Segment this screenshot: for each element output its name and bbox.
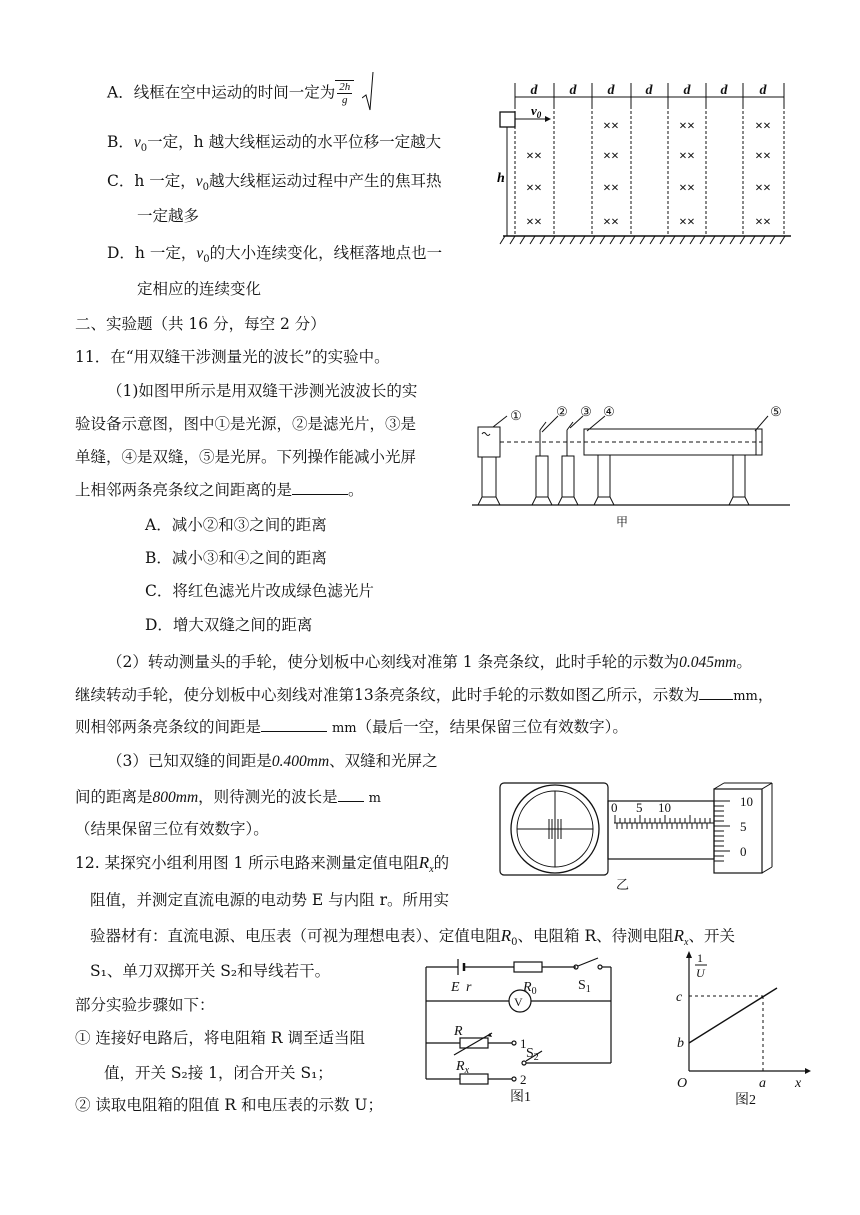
svg-text:××: ×× xyxy=(603,149,619,164)
double-slit-apparatus-figure xyxy=(470,400,800,532)
q12-line3: 验器材有：直流电源、电压表（可视为理想电表）、定值电阻$R_0$、电阻箱 R、待测电阻$R_x$、开关 xyxy=(90,926,735,949)
svg-text:O: O xyxy=(677,1076,688,1091)
svg-text:××: ×× xyxy=(526,181,542,196)
q11-p1-line4: 上相邻两条亮条纹之间距离的是 。 xyxy=(75,481,364,499)
q11-p3-line1: （3）已知双缝的间距是0.400mm、双缝和光屏之 xyxy=(107,752,438,770)
svg-text:××: ×× xyxy=(679,215,695,230)
svg-text:10: 10 xyxy=(658,800,671,815)
svg-text:××: ×× xyxy=(603,181,619,196)
q11-option-c: C．将红色滤光片改成绿色滤光片 xyxy=(145,582,374,600)
svg-text:U: U xyxy=(696,966,705,980)
q10-option-c: C．h 一定，$v_0$越大线框运动过程中产生的焦耳热 xyxy=(107,172,442,194)
svg-text:××: ×× xyxy=(603,119,619,134)
velocity-label: $v_0$ xyxy=(531,103,542,120)
svg-text:a: a xyxy=(759,1076,766,1091)
svg-text:5: 5 xyxy=(636,800,643,815)
svg-text:××: ×× xyxy=(755,181,771,196)
svg-text:S1: $S_1$ xyxy=(578,978,591,995)
q11-p3-line3: （结果保留三位有效数字）。 xyxy=(75,820,269,838)
light-source xyxy=(478,427,500,457)
svg-text:b: b xyxy=(677,1036,684,1051)
section-heading: 二、实验题（共 16 分，每空 2 分） xyxy=(75,315,326,333)
q11-option-a: A．减小②和③之间的距离 xyxy=(145,516,327,534)
q11-option-d: D．增大双缝之间的距离 xyxy=(145,616,313,634)
svg-text:R0: $R_0$ xyxy=(523,980,537,997)
svg-text:5: 5 xyxy=(740,819,747,834)
answer-blank[interactable] xyxy=(338,801,364,802)
svg-text:××: ×× xyxy=(755,149,771,164)
width-label-d: d xyxy=(720,83,728,98)
svg-text:××: ×× xyxy=(526,215,542,230)
svg-text:Rx: $R_x$ xyxy=(456,1059,470,1076)
svg-text:r: r xyxy=(466,980,472,995)
svg-text:××: ×× xyxy=(526,149,542,164)
q11-p2-line2: 继续转动手轮，使分划板中心刻线对准第13条亮条纹，此时手轮的示数如图乙所示，示数为 mm， xyxy=(75,686,774,704)
svg-text:②: ② xyxy=(556,404,568,419)
q12-step2: ② 读取电阻箱的阻值 R 和电压表的示数 U； xyxy=(75,1096,383,1114)
resistor-r0 xyxy=(514,962,542,972)
q11-stem: 11．在“用双缝干涉测量光的波长”的实验中。 xyxy=(75,348,390,366)
svg-text:E: E xyxy=(451,980,460,995)
svg-text:××: ×× xyxy=(679,181,695,196)
svg-text:0: 0 xyxy=(740,844,747,859)
svg-text:××: ×× xyxy=(755,119,771,134)
q12-line5: 部分实验步骤如下： xyxy=(75,996,215,1014)
magnetic-field-figure xyxy=(493,78,793,248)
sqrt-expression: $\frac{2h}{g}$ xyxy=(335,80,354,106)
svg-text:10: 10 xyxy=(740,794,753,809)
width-label-d: d xyxy=(569,83,577,98)
q10-option-b: B．$v_0$一定，h 越大线框运动的水平位移一定越大 xyxy=(107,133,442,155)
svg-text:2: 2 xyxy=(520,1072,527,1087)
q11-p2-line3: 则相邻两条亮条纹的间距是 mm（最后一空，结果保留三位有效数字）。 xyxy=(75,718,628,736)
q11-p1-line1: （1)如图甲所示是用双缝干涉测光波波长的实 xyxy=(107,382,418,400)
wire-frame xyxy=(500,112,515,127)
width-label-d: d xyxy=(683,83,691,98)
sqrt-sign xyxy=(362,70,374,114)
answer-blank[interactable] xyxy=(261,731,327,732)
svg-text:××: ×× xyxy=(679,149,695,164)
figure-caption: 图1 xyxy=(510,1090,531,1105)
q12-line4: S₁、单刀双掷开关 S₂和导线若干。 xyxy=(90,962,331,980)
q10-option-d: D．h 一定，$v_0$的大小连续变化，线框落地点也一 xyxy=(107,244,443,266)
q11-p2-line1: （2）转动测量头的手轮，使分划板中心刻线对准第 1 条亮条纹，此时手轮的示数为0.045mm。 xyxy=(107,653,752,671)
svg-text:c: c xyxy=(676,990,683,1005)
q12-step1-line2: 值，开关 S₂接 1，闭合开关 S₁； xyxy=(104,1064,333,1082)
height-label: h xyxy=(497,171,505,186)
svg-text:⑤: ⑤ xyxy=(770,404,782,419)
micrometer-figure xyxy=(498,781,773,891)
q10-option-d-line2: 定相应的连续变化 xyxy=(137,280,262,298)
svg-text:④: ④ xyxy=(603,404,615,419)
svg-text:R: R xyxy=(454,1024,463,1039)
q11-p1-line3: 单缝，④是双缝，⑤是光屏。下列操作能减小光屏 xyxy=(75,448,417,466)
svg-text:××: ×× xyxy=(603,215,619,230)
q12-step1: ① 连接好电路后，将电阻箱 R 调至适当阻 xyxy=(75,1029,365,1047)
svg-text:S2: $S_2$ xyxy=(526,1046,539,1063)
q11-p3-line2: 间的距离是800mm，则待测光的波长是 m xyxy=(75,788,381,806)
answer-blank[interactable] xyxy=(292,494,348,495)
svg-text:1: 1 xyxy=(697,951,703,965)
svg-text:V: V xyxy=(514,995,523,1009)
figure-caption: 甲 xyxy=(616,515,629,529)
figure-caption: 乙 xyxy=(616,877,630,891)
answer-blank[interactable] xyxy=(699,699,733,700)
q11-option-b: B．减小③和④之间的距离 xyxy=(145,549,327,567)
q10-option-a: A．线框在空中运动的时间一定为 $\frac{2h}{g}$ xyxy=(107,80,354,106)
width-label-d: d xyxy=(645,83,653,98)
width-label-d: d xyxy=(759,83,767,98)
svg-text:①: ① xyxy=(510,408,522,423)
svg-text:③: ③ xyxy=(580,404,592,419)
svg-text:0: 0 xyxy=(611,800,618,815)
svg-text:x: x xyxy=(795,1076,802,1091)
figure-caption: 图2 xyxy=(735,1093,756,1108)
svg-text:××: ×× xyxy=(755,215,771,230)
svg-text:××: ×× xyxy=(679,119,695,134)
q10-option-c-line2: 一定越多 xyxy=(137,207,200,225)
q11-p1-line2: 验设备示意图，图中①是光源，②是滤光片，③是 xyxy=(75,415,417,433)
linear-graph xyxy=(675,950,815,1110)
q12-line1: 12. 某探究小组利用图 1 所示电路来测量定值电阻$R_x$的 xyxy=(75,853,450,876)
width-label-d: d xyxy=(530,83,538,98)
width-label-d: d xyxy=(607,83,615,98)
svg-text:1: 1 xyxy=(520,1036,527,1051)
circuit-diagram xyxy=(418,955,618,1105)
q12-line2: 阻值，并测定直流电源的电动势 E 与内阻 r。所用实 xyxy=(90,891,450,909)
